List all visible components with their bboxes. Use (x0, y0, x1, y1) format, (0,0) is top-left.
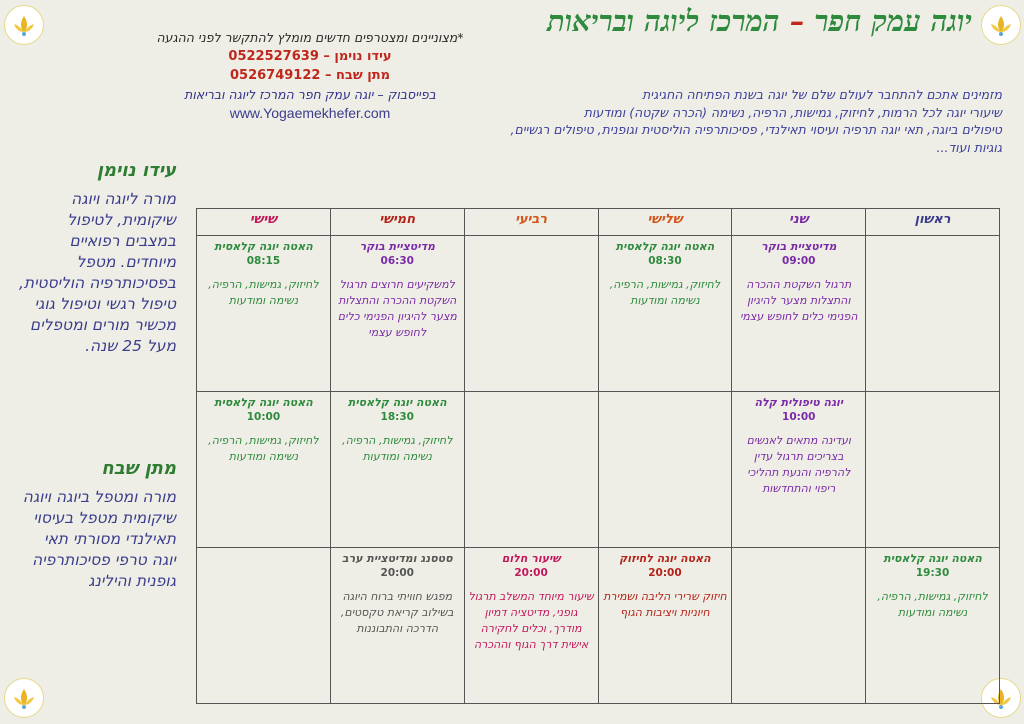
class-title: האטה יוגה קלאסית (883, 552, 982, 565)
schedule-cell (732, 392, 866, 548)
class-description: לחיזוק, גמישות, הרפיה, נשימה ומודעות (877, 590, 988, 619)
schedule-cell (464, 548, 598, 704)
schedule-cell (866, 236, 1000, 392)
class-title: האטה יוגה קלאסית (214, 240, 313, 253)
class-time: 10:00 (246, 411, 281, 423)
logo-top-right (981, 5, 1021, 45)
schedule-cell (464, 392, 598, 548)
schedule-cell (866, 392, 1000, 548)
class-time: 06:30 (380, 255, 414, 267)
class-time: 20:00 (514, 567, 548, 579)
intro-line-2: שיעורי יוגה לכל הרמות, לחיזוק, גמישות, הרפיה, נשימה (הכרה שקטה) ומודעות (583, 104, 1002, 120)
contact-facebook: בפייסבוק – יוגה עמק חפר המרכז ליוגה ובריאות (184, 87, 436, 102)
class-time: 09:00 (782, 255, 816, 267)
class-description: שיעור מיוחד המשלב תרגול גופני, מדיטציה דמיון מודרך, וכלים לחקירה אישית דרך הגוף וההכרה (468, 590, 594, 651)
contact-note: *מצוניינים ומצטרפים חדשים מומלץ להתקשר לפני ההגעה (156, 30, 464, 45)
schedule-cell (866, 548, 1000, 704)
class-description: ועדינה מתאים לאנשים בצריכים תרגול עדין להרפיה והנעת תהליכי ריפוי והתחדשות (746, 434, 851, 495)
teacher-name: עידו נוימן (96, 160, 176, 181)
schedule-table (196, 208, 1000, 704)
contact-block (140, 28, 480, 123)
class-title: האטה יוגה קלאסית (214, 396, 313, 409)
class-title: מדיטציית בוקר (359, 240, 435, 253)
class-title: סטסנג ומדיטציית ערב (341, 552, 453, 565)
class-description: לחיזוק, גמישות, הרפיה, נשימה ומודעות (609, 278, 721, 307)
contact-website-link[interactable]: www.Yogaemekhefer.com (229, 105, 391, 121)
class-description: מפגש חוויתי ברוח היוגה בשילוב קריאת טקסטים, הדרכה והתבוננות (340, 590, 454, 635)
title-part1: יוגה עמק חפר (814, 4, 972, 38)
class-time: 10:00 (782, 411, 816, 423)
schedule-cell (598, 548, 732, 704)
schedule-row (197, 548, 1000, 704)
lotus-icon (9, 10, 39, 40)
teacher-bio: מורה ומטפל ביוגה ויוגה שיקומית מטפל בעיסוי תאילנדי מסורתי תאי יוגה טרפי פסיכותרפיה גופנית והילינג (22, 488, 176, 590)
class-time: 08:15 (246, 255, 281, 267)
schedule-cell (330, 548, 464, 704)
day-header: רביעי (464, 209, 598, 236)
schedule-cell (732, 236, 866, 392)
class-description: לחיזוק, גמישות, הרפיה, נשימה ומודעות (208, 434, 319, 463)
class-title: יוגה טיפולית קלה (754, 396, 844, 409)
teacher-name: מתן שבח (101, 458, 176, 479)
page-title (532, 4, 972, 38)
class-time: 08:30 (648, 255, 682, 267)
schedule-header-row (197, 209, 1000, 236)
class-description: לחיזוק, גמישות, הרפיה, נשימה ומודעות (208, 278, 319, 307)
title-dash: – (789, 4, 805, 38)
schedule-cell (197, 392, 331, 548)
schedule-cell (464, 236, 598, 392)
intro-line-3: טיפולים ביוגה, תאי יוגה תרפיה ועיסוי תאילנדי, פסיכותרפיה הוליסטית וגופנית, טיפולים רגשיים, גוגיות ועוד... (510, 122, 1002, 155)
schedule-cell (330, 236, 464, 392)
title-part2: המרכז ליוגה ובריאות (547, 4, 780, 38)
class-description: למשקיעים חרוצים תרגול השקטת ההכרה והתצלות מצער להיגיון הפנימי כלים לחופש עצמי (337, 278, 457, 339)
schedule-cell (197, 548, 331, 704)
logo-top-left (4, 5, 44, 45)
schedule-row (197, 392, 1000, 548)
class-title: האטה יוגה לחיזוק (619, 552, 711, 565)
schedule-cell (598, 392, 732, 548)
day-header: שלישי (598, 209, 732, 236)
schedule-cell (598, 236, 732, 392)
intro-line-1: מזמינים אתכם להתחבר לעולם שלם של יוגה בשנת הפתיחה החגיגית (642, 87, 1002, 102)
class-time: 18:30 (380, 411, 414, 423)
schedule-cell (330, 392, 464, 548)
class-time: 20:00 (380, 567, 414, 579)
lotus-icon (986, 10, 1016, 40)
schedule-cell (197, 236, 331, 392)
schedule-row (197, 236, 1000, 392)
teacher-bio: מורה ליוגה ויוגה שיקומית, לטיפול במצבים רפואיים מיוחדים. מטפל בפסיכותרפיה הוליסטית, טיפול רגשי וטיפול גוגי מכשיר מורים ומטפלים מעל 25 שנה. (18, 190, 176, 355)
class-title: האטה יוגה קלאסית (615, 240, 715, 253)
day-header: חמישי (330, 209, 464, 236)
lotus-icon (9, 683, 39, 713)
class-description: תרגול השקטת ההכרה והתצלות מצער להיגיון הפנימי כלים לחופש עצמי (739, 278, 858, 323)
class-title: שיעור חלום (501, 552, 561, 565)
class-description: חיזוק שרירי הליבה ושמירת חיוניות ויציבות הגוף (603, 590, 727, 619)
teacher-bio-ido (16, 160, 176, 357)
intro-text (502, 86, 1002, 156)
class-description: לחיזוק, גמישות, הרפיה, נשימה ומודעות (342, 434, 453, 463)
contact-phone-ido: עידו נוימן – 0522527639 (228, 49, 392, 64)
day-header: שני (732, 209, 866, 236)
class-title: האטה יוגה קלאסית (347, 396, 447, 409)
teacher-bio-matan (16, 458, 176, 592)
logo-bottom-left (4, 678, 44, 718)
day-header: שישי (197, 209, 331, 236)
contact-phone-matan: מתן שבח – 0526749122 (229, 68, 390, 83)
schedule-cell (732, 548, 866, 704)
class-title: מדיטציית בוקר (761, 240, 837, 253)
day-header: ראשון (866, 209, 1000, 236)
class-time: 19:30 (915, 567, 950, 579)
class-time: 20:00 (648, 567, 682, 579)
